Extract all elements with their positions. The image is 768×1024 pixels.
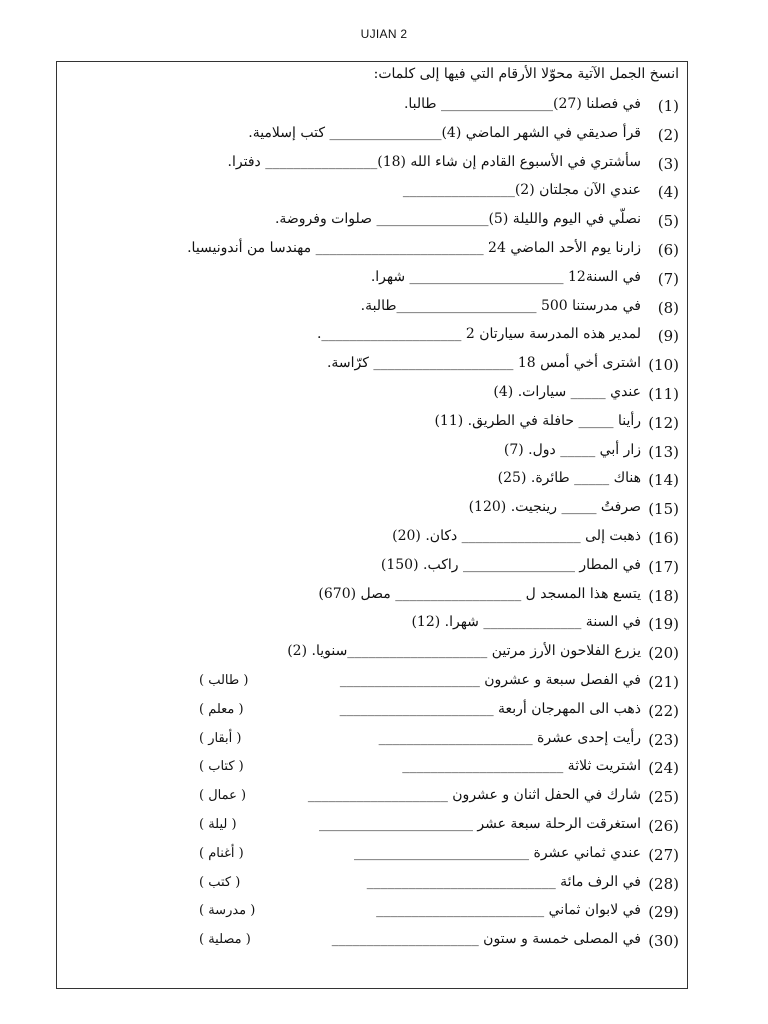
- question-number: (20): [648, 644, 679, 663]
- question-row: [57, 523, 687, 551]
- question-row: [57, 552, 687, 580]
- question-number: (4): [657, 183, 679, 202]
- question-row: [57, 177, 687, 205]
- question-row: [57, 293, 687, 321]
- question-row: [57, 321, 687, 349]
- question-number: (25): [648, 788, 679, 807]
- question-text: ذهبت إلى _________________ دكان. (20): [392, 528, 641, 544]
- question-number: (8): [657, 298, 679, 317]
- question-text: في المطار ________________ راكب. (150): [380, 556, 641, 573]
- question-row: [57, 609, 687, 637]
- question-text: يتسع هذا المسجد ل __________________ مصل (670): [318, 585, 641, 602]
- question-text: رأينا _____ حافلة في الطريق. (11): [434, 412, 641, 429]
- question-number: (11): [648, 385, 679, 403]
- question-number: (7): [657, 269, 679, 288]
- question-number: (3): [657, 154, 679, 173]
- question-number: (16): [648, 529, 679, 547]
- question-row: [57, 753, 687, 781]
- question-hint: ( أبقار ): [199, 730, 242, 746]
- question-text: لمدير هذه المدرسة سيارتان 2 ____________________.: [316, 326, 641, 343]
- question-hint: ( طالب ): [199, 673, 249, 688]
- question-row: [57, 264, 687, 292]
- question-row: [57, 120, 687, 148]
- question-hint: ( أغنام ): [199, 845, 244, 861]
- question-row: [57, 811, 687, 839]
- question-number: (12): [648, 413, 679, 432]
- question-row: [57, 379, 687, 407]
- question-number: (18): [648, 586, 679, 605]
- question-row: [57, 725, 687, 753]
- question-number: (5): [657, 212, 679, 231]
- question-row: [57, 149, 687, 177]
- question-number: (28): [648, 874, 679, 893]
- question-text: سأشتري في الأسبوع القادم إن شاء الله (18)________________ دفترا.: [227, 153, 641, 170]
- question-row: [57, 926, 687, 954]
- question-number: (26): [648, 817, 679, 835]
- question-number: (22): [648, 701, 679, 720]
- question-row: [57, 840, 687, 868]
- question-text: هناك _____ طائرة. (25): [497, 470, 641, 487]
- question-number: (9): [657, 327, 679, 346]
- question-text: رأيت إحدى عشرة ______________________: [378, 729, 641, 746]
- question-row: [57, 897, 687, 925]
- question-number: (2): [657, 125, 679, 144]
- question-text: في السنة12 ______________________ شهرا.: [370, 268, 641, 285]
- question-text: في الفصل سبعة و عشرون ____________________: [339, 672, 641, 688]
- question-number: (17): [648, 557, 679, 576]
- question-row: [57, 581, 687, 609]
- question-row: [57, 91, 687, 119]
- question-hint: ( مدرسة ): [199, 903, 256, 919]
- question-text: ذهب الى المهرجان أربعة ______________________: [339, 700, 641, 717]
- question-number: (10): [648, 356, 679, 375]
- question-text: شارك في الحفل اثنان و عشرون ____________________: [307, 787, 641, 804]
- question-text: قرأ صديقي في الشهر الماضي (4)________________ كتب إسلامية.: [248, 124, 641, 141]
- question-number: (24): [648, 759, 679, 778]
- question-text: عندي _____ سيارات. (4): [493, 384, 641, 400]
- question-row: [57, 869, 687, 897]
- question-hint: ( كتب ): [199, 874, 241, 890]
- question-row: [57, 408, 687, 436]
- question-text: زارنا يوم الأحد الماضي 24 ________________________ مهندسا من أندونيسيا.: [187, 240, 641, 256]
- question-row: [57, 638, 687, 666]
- question-row: [57, 235, 687, 263]
- question-number: (23): [648, 730, 679, 749]
- question-text: عندي الآن مجلتان (2)________________: [402, 182, 641, 199]
- question-text: يزرع الفلاحون الأرز مرتين ____________________سنويا. (2): [287, 643, 641, 660]
- question-text: في لابوان ثماني ________________________: [376, 902, 641, 919]
- question-row: [57, 350, 687, 378]
- question-text: اشترى أخي أمس 18 ____________________ كرّاسة.: [326, 355, 641, 372]
- question-row: [57, 465, 687, 493]
- question-text: صرفتُ _____ رينجيت. (120): [468, 499, 641, 516]
- question-text: في فصلنا (27)________________ طالبا.: [403, 96, 641, 112]
- question-number: (21): [648, 673, 679, 691]
- question-number: (1): [657, 97, 679, 115]
- question-text: في السنة ______________ شهرا. (12): [411, 614, 641, 631]
- question-hint: ( معلم ): [199, 701, 244, 717]
- question-hint: ( كتاب ): [199, 759, 244, 775]
- question-text: استغرقت الرحلة سبعة عشر ______________________: [318, 816, 641, 832]
- question-text: في الرف مائة ___________________________: [366, 873, 641, 890]
- exercise-frame: [56, 61, 688, 989]
- question-number: (19): [648, 615, 679, 634]
- question-number: (14): [648, 471, 679, 490]
- question-text: في مدرستنا 500 ____________________طالبة.: [360, 297, 641, 314]
- question-text: اشتريت ثلاثة _______________________: [402, 758, 641, 775]
- question-number: (27): [648, 845, 679, 864]
- question-number: (15): [648, 500, 679, 519]
- question-row: [57, 696, 687, 724]
- question-hint: ( مصلية ): [199, 932, 251, 948]
- question-number: (6): [657, 241, 679, 259]
- question-number: (30): [648, 932, 679, 951]
- question-text: زار أبي _____ دول. (7): [503, 441, 641, 458]
- question-text: عندي ثماني عشرة _________________________: [354, 844, 641, 861]
- question-row: [57, 206, 687, 234]
- page-title: UJIAN 2: [360, 27, 408, 41]
- question-text: في المصلى خمسة و ستون _____________________: [331, 931, 641, 948]
- question-row: [57, 437, 687, 465]
- question-row: [57, 782, 687, 810]
- question-number: (13): [648, 442, 679, 461]
- question-row: [57, 494, 687, 522]
- question-text: نصلّي في اليوم والليلة (5)________________ صلوات وفروضة.: [274, 211, 641, 228]
- instruction-text: انسخ الجمل الآتية محوّلا الأرقام التي فيها إلى كلمات:: [373, 66, 679, 82]
- question-hint: ( عمال ): [199, 788, 247, 804]
- question-hint: ( ليلة ): [199, 817, 237, 832]
- question-row: [57, 667, 687, 695]
- question-number: (29): [648, 903, 679, 922]
